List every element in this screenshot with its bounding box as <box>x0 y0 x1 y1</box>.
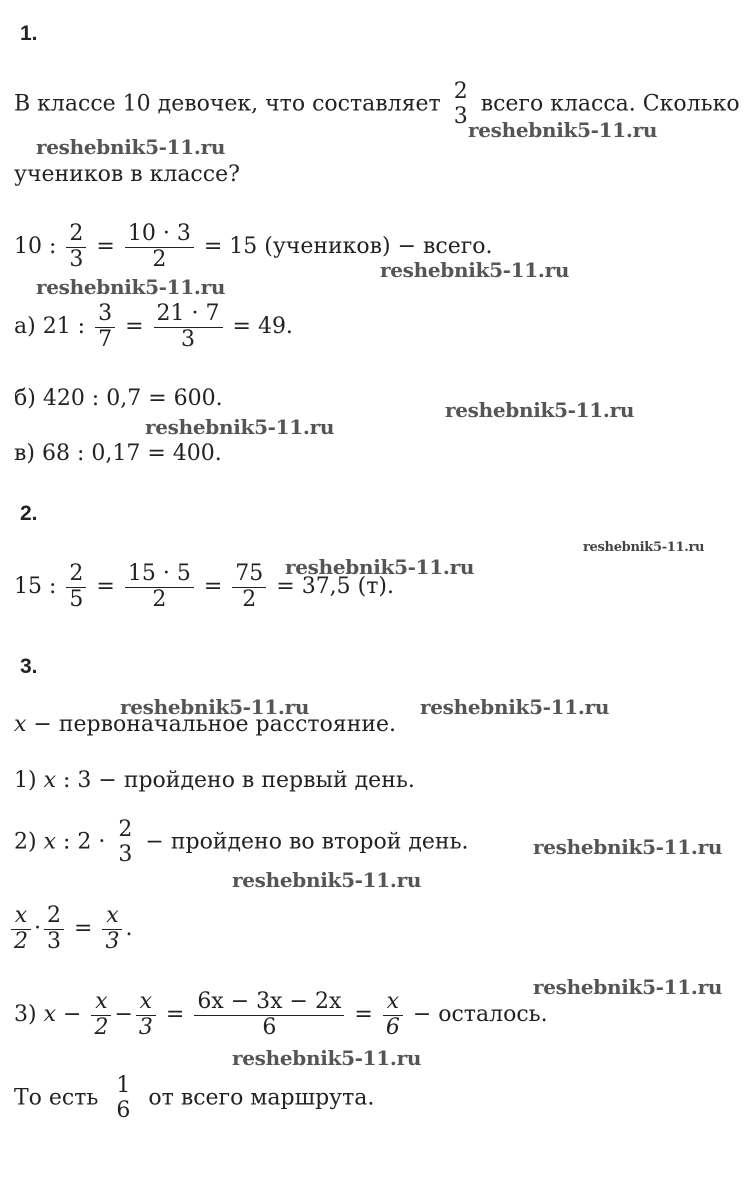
watermark: reshebnik5-11.ru <box>533 975 723 999</box>
step-1-text: : 3 − пройдено в первый день. <box>56 768 415 793</box>
watermark: reshebnik5-11.ru <box>285 555 475 579</box>
variable-x: x <box>43 768 56 793</box>
problem-1-line-2: учеников в классе? <box>14 162 240 187</box>
watermark: reshebnik5-11.ru <box>120 695 310 719</box>
watermark: reshebnik5-11.ru <box>380 258 570 282</box>
fraction-numerator: 10 · 3 <box>125 222 194 248</box>
fraction-denominator: 6 <box>385 1014 400 1040</box>
fraction-denominator: 3 <box>47 928 61 954</box>
step-2-text: − пройдено во второй день. <box>145 829 469 855</box>
fraction-numerator: x <box>11 904 31 930</box>
problem-1-text: В классе 10 девочек, что составляет <box>14 91 441 117</box>
variable-x: x <box>43 1002 56 1028</box>
solution-1-v: в) 68 : 0,17 = 400. <box>14 441 222 466</box>
solution-1-a-fraction-2 <box>154 302 223 352</box>
fraction-numerator: 2 <box>118 817 133 842</box>
solution-2-fraction-3 <box>232 562 266 612</box>
fraction-numerator: 2 <box>66 562 86 588</box>
solution-1-fraction-2 <box>125 222 194 272</box>
watermark: reshebnik5-11.ru <box>533 835 723 859</box>
minus-sign: − <box>56 1002 82 1028</box>
fraction-numerator: 2 <box>453 79 468 104</box>
solution-2-prefix: 15 : <box>14 574 57 600</box>
step-3-fraction-4 <box>383 990 403 1040</box>
solution-3-conclusion <box>14 1074 374 1123</box>
solution-3-step-1 <box>14 770 415 792</box>
intro-text: − первоначальное расстояние. <box>26 712 397 737</box>
fraction-numerator: 21 · 7 <box>154 302 223 328</box>
fraction-denominator: 3 <box>105 928 120 954</box>
solution-1-a <box>14 302 293 352</box>
step-3-text: − осталось. <box>412 1002 548 1028</box>
section-number-3: 3. <box>20 655 38 678</box>
minus-sign: − <box>114 1002 133 1028</box>
fraction-denominator: 2 <box>152 246 167 272</box>
watermark: reshebnik5-11.ru <box>583 540 705 555</box>
solution-1-fraction-1 <box>66 222 86 272</box>
solution-1-a-result: = 49. <box>232 314 293 340</box>
fraction-numerator: x <box>91 990 111 1016</box>
multiply-dot: · <box>34 916 41 942</box>
fraction-numerator: x <box>136 990 156 1016</box>
calc-fraction-2 <box>44 904 64 954</box>
equals-sign: = <box>96 574 115 600</box>
solution-3-step-3 <box>14 990 548 1040</box>
step-3-fraction-2 <box>136 990 156 1040</box>
step-3-number: 3) <box>14 1002 44 1028</box>
solution-1-result: = 15 (учеников) − всего. <box>203 234 493 260</box>
fraction-denominator: 2 <box>152 586 167 612</box>
solution-2-result: = 37,5 (т). <box>276 574 394 600</box>
calc-end: . <box>125 916 133 942</box>
calc-fraction-1 <box>11 904 31 954</box>
solution-1-prefix: 10 : <box>14 234 57 260</box>
watermark: reshebnik5-11.ru <box>36 275 226 299</box>
problem-1-text-end: всего класса. Сколько <box>480 91 740 117</box>
fraction-denominator: 3 <box>138 1014 153 1040</box>
solution-2-fraction-2 <box>125 562 194 612</box>
solution-3-calc <box>8 904 132 954</box>
fraction-numerator: 15 · 5 <box>125 562 194 588</box>
watermark: reshebnik5-11.ru <box>232 868 422 892</box>
variable-x: x <box>14 712 27 737</box>
fraction-denominator: 5 <box>69 586 84 612</box>
variable-x: x <box>43 829 56 855</box>
fraction-numerator: 3 <box>95 302 115 328</box>
fraction-denominator: 7 <box>98 326 113 352</box>
step-3-fraction-1 <box>91 990 111 1040</box>
solution-3-step-2 <box>14 818 469 867</box>
fraction-denominator: 3 <box>118 841 133 867</box>
equals-sign: = <box>96 234 115 260</box>
fraction-numerator: x <box>383 990 403 1016</box>
equals-sign: = <box>125 314 144 340</box>
fraction-denominator: 3 <box>69 246 84 272</box>
fraction-denominator: 3 <box>181 326 196 352</box>
step-3-fraction-3 <box>194 990 344 1040</box>
fraction-denominator: 3 <box>453 103 468 129</box>
conclusion-prefix: То есть <box>14 1085 99 1111</box>
solution-2-fraction-1 <box>66 562 86 612</box>
solution-1-a-prefix: а) 21 : <box>14 314 86 340</box>
fraction-numerator: 75 <box>232 562 266 588</box>
fraction-numerator: 2 <box>66 222 86 248</box>
fraction-numerator: 2 <box>44 904 64 930</box>
equals-sign: = <box>203 574 223 600</box>
equals-sign: = <box>74 916 93 942</box>
section-number-1: 1. <box>20 22 38 45</box>
watermark: reshebnik5-11.ru <box>232 1046 422 1070</box>
watermark: reshebnik5-11.ru <box>468 118 658 142</box>
calc-fraction-3 <box>102 904 122 954</box>
step-1-number: 1) <box>14 768 44 793</box>
equals-sign: = <box>354 1002 373 1028</box>
fraction-numerator: 1 <box>116 1073 131 1098</box>
fraction-denominator: 6 <box>262 1014 277 1040</box>
step-2-fraction <box>115 818 135 867</box>
section-number-2: 2. <box>20 502 38 525</box>
equals-sign: = <box>165 1002 185 1028</box>
fraction-numerator: 6x − 3x − 2x <box>194 990 344 1016</box>
fraction-numerator: x <box>102 904 122 930</box>
solution-1-a-fraction-1 <box>95 302 115 352</box>
conclusion-fraction <box>113 1074 133 1123</box>
fraction-denominator: 2 <box>242 586 257 612</box>
watermark: reshebnik5-11.ru <box>420 695 610 719</box>
fraction-denominator: 2 <box>94 1014 109 1040</box>
watermark: reshebnik5-11.ru <box>36 135 226 159</box>
solution-1-b: б) 420 : 0,7 = 600. <box>14 386 223 411</box>
watermark: reshebnik5-11.ru <box>445 398 635 422</box>
step-2-mid: : 2 · <box>56 829 106 855</box>
fraction-denominator: 6 <box>116 1097 131 1123</box>
conclusion-text: от всего маршрута. <box>148 1085 375 1111</box>
step-2-number: 2) <box>14 829 44 855</box>
watermark: reshebnik5-11.ru <box>145 415 335 439</box>
fraction-denominator: 2 <box>14 928 28 954</box>
